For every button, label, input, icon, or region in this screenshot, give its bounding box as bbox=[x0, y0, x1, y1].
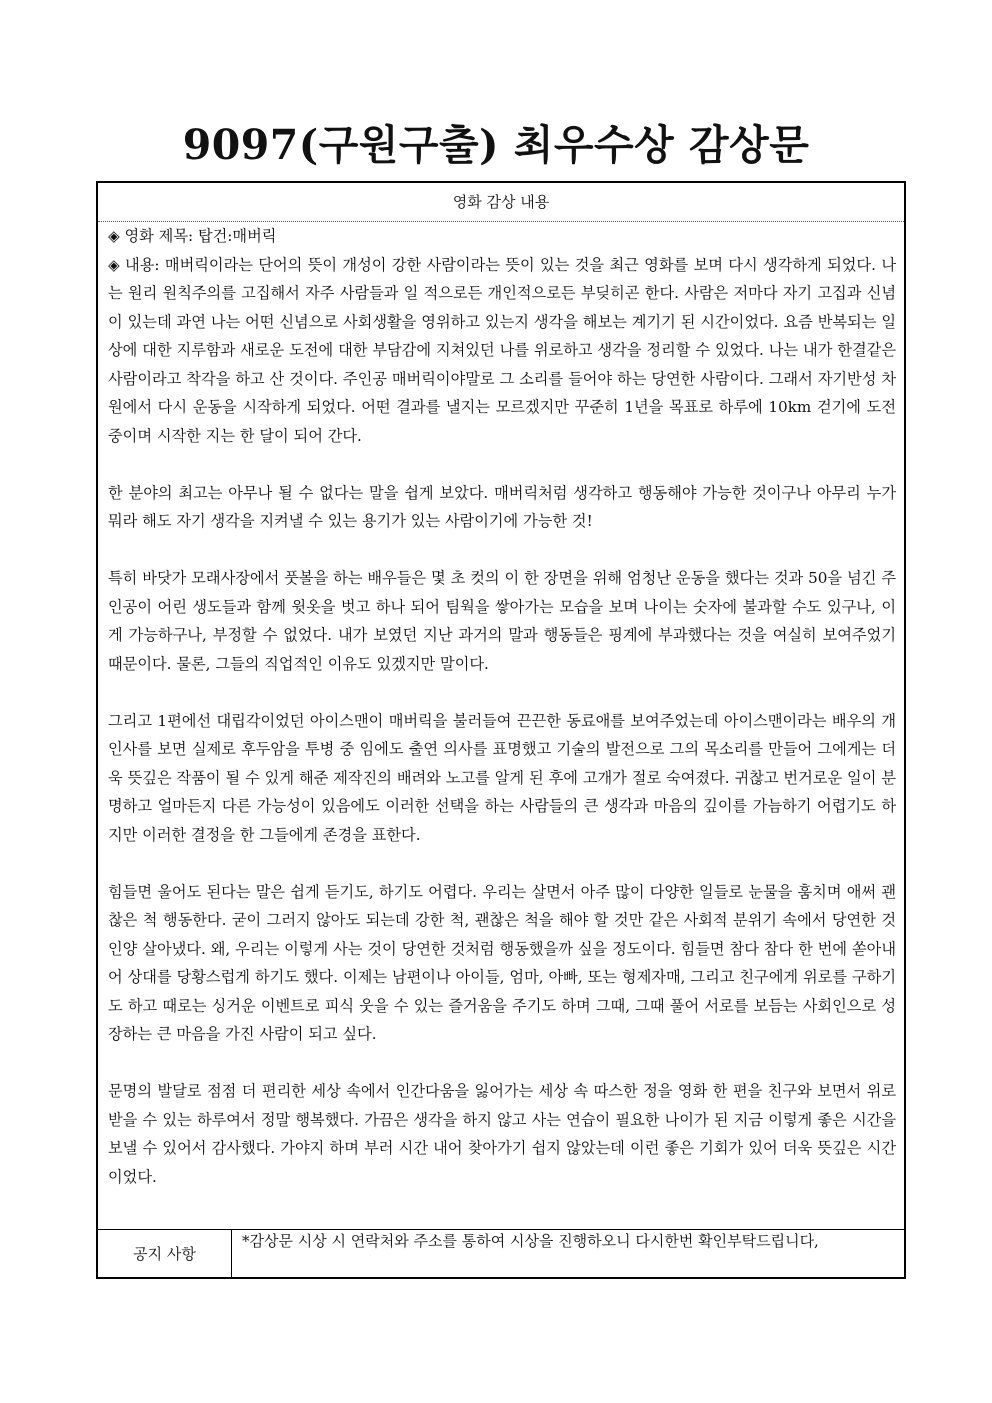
notice-text: *감상문 시상 시 연락처와 주소를 통하여 시상을 진행하오니 다시한번 확인부탁드립니다, bbox=[242, 1232, 819, 1250]
paragraph-gap bbox=[108, 1049, 896, 1078]
table-header: 영화 감상 내용 bbox=[98, 183, 904, 222]
review-table bbox=[96, 181, 906, 1279]
notice-row bbox=[98, 1229, 904, 1277]
paragraph-gap bbox=[108, 536, 896, 565]
notice-label: 공지 사항 bbox=[98, 1230, 232, 1277]
paragraph-gap bbox=[108, 678, 896, 707]
paragraph-gap bbox=[108, 450, 896, 479]
review-paragraph-3: 그리고 1편에선 대립각이었던 아이스맨이 매버릭을 불러들여 끈끈한 동료애를 보여주었는데 아이스맨이라는 배우의 개인사를 보면 실제로 후두암을 투병 중 임에도 출연 의사를 표명했고 기술의 발전으로 그의 목소리를 만들어 그에게는 더욱 뜻깊은 작품이 될 수 있게 해준 제작진의 배려와 노고를 알게 된 후에 고개가 절로 숙여졌다. 귀찮고 번거로운 일이 분명하고 얼마든지 다른 가능성이 있음에도 이러한 선택을 하는 사람들의 큰 생각과 마음의 깊이를 가늠하기 어렵기도 하지만 이러한 결정을 한 그들에게 존경을 표한다. bbox=[108, 711, 896, 844]
review-paragraph-2: 특히 바닷가 모래사장에서 풋볼을 하는 배우들은 몇 초 컷의 이 한 장면을 위해 엄청난 운동을 했다는 것과 50을 넘긴 주인공이 어린 생도들과 함께 윗옷을 벗고 하나 되어 팀웍을 쌓아가는 모습을 보며 나이는 숫자에 불과할 수도 있구나, 이게 가능하구나, 부정할 수 없었다. 내가 보였던 지난 과거의 말과 행동들은 핑계에 부과했다는 것을 여실히 보여주었기 때문이다. 물론, 그들의 직업적인 이유도 있겠지만 말이다. bbox=[108, 569, 896, 673]
review-paragraph-5: 문명의 발달로 점점 더 편리한 세상 속에서 인간다움을 잃어가는 세상 속 따스한 정을 영화 한 편을 친구와 보면서 위로받을 수 있는 하루여서 정말 행복했다. 가끔은 생각을 하지 않고 사는 연습이 필요한 나이가 된 지금 이렇게 좋은 시간을 보낼 수 있어서 감사했다. 가야지 하며 부러 시간 내어 찾아가기 쉽지 않았는데 이런 좋은 기회가 있어 더욱 뜻깊은 시간이었다. bbox=[108, 1082, 896, 1186]
document-title: 9097(구원구출) 최우수상 감상문 bbox=[182, 121, 810, 169]
review-paragraph-4: 힘들면 울어도 된다는 말은 쉽게 듣기도, 하기도 어렵다. 우리는 살면서 아주 많이 다양한 일들로 눈물을 훔치며 애써 괜찮은 척 행동한다. 굳이 그러지 않아도 되는데 강한 척, 괜찮은 척을 해야 할 것만 같은 사회적 분위기 속에서 당연한 것인양 살아냈다. 왜, 우리는 이렇게 사는 것이 당연한 것처럼 행동했을까 싶을 정도이다. 힘들면 참다 참다 한 번에 쏟아내어 상대를 당황스럽게 하기도 했다. 이제는 남편이나 아이들, 엄마, 아빠, 또는 형제자매, 그리고 친구에게 위로를 구하기도 하고 때로는 싱거운 이벤트로 피식 웃을 수 있는 즐거움을 주기도 하며 그때, 그때 풀어 서로를 보듬는 사회인으로 성장하는 큰 마음을 가진 사람이 되고 싶다. bbox=[108, 882, 896, 1043]
paragraph-gap bbox=[108, 849, 896, 878]
review-content bbox=[98, 222, 904, 1230]
review-paragraph-1: 한 분야의 최고는 아무나 될 수 없다는 말을 쉽게 보았다. 매버릭처럼 생각하고 행동해야 가능한 것이구나 아무리 누가 뭐라 해도 자기 생각을 지켜낼 수 있는 용기가 있는 사람이기에 가능한 것! bbox=[108, 483, 896, 530]
content-intro-paragraph: ◈ 내용: 매버릭이라는 단어의 뜻이 개성이 강한 사람이라는 뜻이 있는 것을 최근 영화를 보며 다시 생각하게 되었다. 나는 원리 원칙주의를 고집해서 자주 사람들과 일 적으로든 개인적으로든 부딪히곤 한다. 사람은 저마다 자기 고집과 신념이 있는데 과연 나는 어떤 신념으로 사회생활을 영위하고 있는지 생각을 해보는 계기기 된 시간이었다. 요즘 반복되는 일상에 대한 지루함과 새로운 도전에 대한 부담감에 지쳐있던 나를 위로하고 생각을 정리할 수 있었다. 나는 내가 한결같은 사람이라고 착각을 하고 산 것이다. 주인공 매버릭이야말로 그 소리를 들어야 하는 당연한 사람이다. 그래서 자기반성 차원에서 다시 운동을 시작하게 되었다. 어떤 결과를 낼지는 모르겠지만 꾸준히 1년을 목표로 하루에 10km 걷기에 도전중이며 시작한 지는 한 달이 되어 간다. bbox=[108, 255, 896, 445]
movie-title-line: ◈ 영화 제목: 탑건:매버릭 bbox=[108, 227, 277, 245]
